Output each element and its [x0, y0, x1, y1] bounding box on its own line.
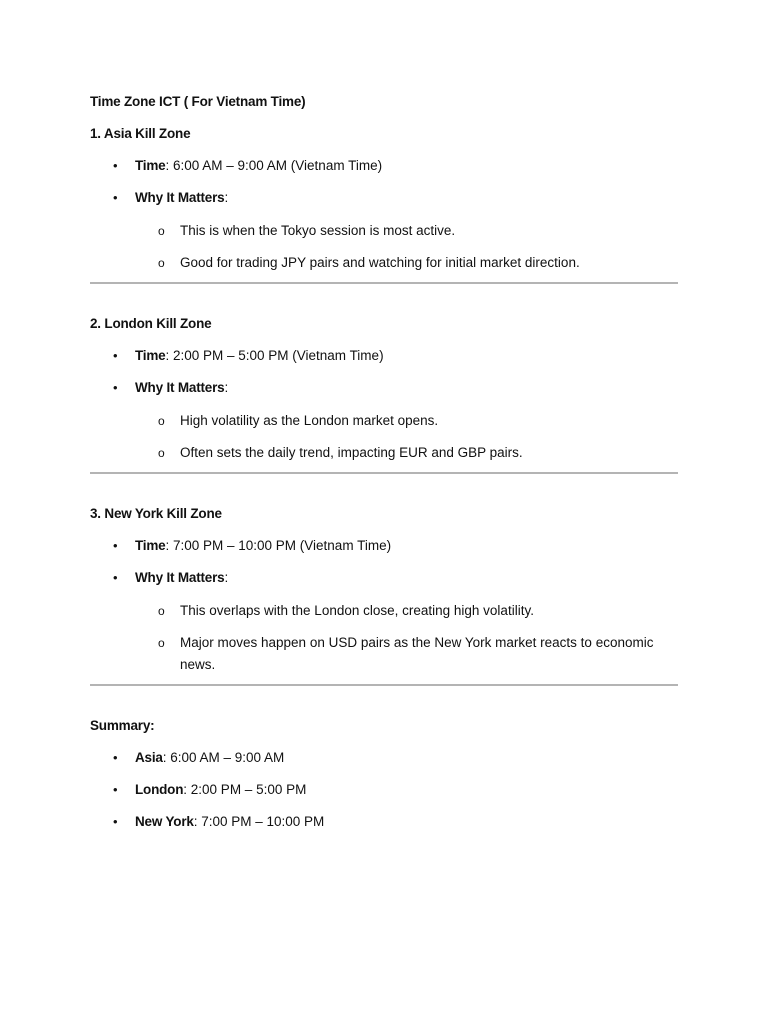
why-suffix: : — [224, 190, 229, 205]
list-item-reason — [90, 410, 678, 432]
time-label: Time — [135, 538, 166, 553]
why-suffix: : — [224, 570, 229, 585]
list-item-why — [90, 188, 678, 208]
summary-item-value: : 2:00 PM – 5:00 PM — [183, 782, 307, 797]
sub-bullet-icon: o — [158, 414, 165, 428]
summary-item-label: Asia — [135, 750, 163, 765]
sub-bullet-icon: o — [158, 636, 165, 650]
list-item-reason — [90, 220, 678, 242]
bullet-icon: • — [113, 570, 118, 585]
bullet-icon: • — [113, 814, 118, 829]
reason-text: This is when the Tokyo session is most active. — [180, 223, 456, 238]
time-label: Time — [135, 158, 166, 173]
sub-bullet-list — [90, 600, 678, 676]
bullet-icon: • — [113, 158, 118, 173]
horizontal-rule — [90, 282, 678, 284]
bullet-list — [90, 156, 678, 208]
reason-text: This overlaps with the London close, creating high volatility. — [180, 603, 534, 618]
sub-bullet-list — [90, 410, 678, 464]
summary-item-label: New York — [135, 814, 194, 829]
reason-text: Often sets the daily trend, impacting EUR and GBP pairs. — [180, 445, 523, 460]
list-item-reason — [90, 632, 678, 676]
list-item-time — [90, 536, 678, 556]
why-suffix: : — [224, 380, 229, 395]
section-heading: 2. London Kill Zone — [90, 316, 212, 331]
list-item-time — [90, 156, 678, 176]
bullet-icon: • — [113, 782, 118, 797]
sub-bullet-icon: o — [158, 446, 165, 460]
list-item-reason — [90, 442, 678, 464]
list-item-reason — [90, 600, 678, 622]
reason-text: Major moves happen on USD pairs as the New York market reacts to economic news. — [180, 635, 654, 672]
summary-item — [90, 780, 678, 800]
why-label: Why It Matters — [135, 190, 225, 205]
summary-item-value: : 6:00 AM – 9:00 AM — [162, 750, 285, 765]
summary-heading: Summary: — [90, 718, 155, 733]
bullet-icon: • — [113, 750, 118, 765]
section-asia — [90, 124, 678, 274]
time-label: Time — [135, 348, 166, 363]
section-heading: 3. New York Kill Zone — [90, 506, 222, 521]
list-item-why — [90, 378, 678, 398]
summary-item-label: London — [135, 782, 184, 797]
reason-text: High volatility as the London market opens. — [180, 413, 439, 428]
sub-bullet-list — [90, 220, 678, 274]
list-item-why — [90, 568, 678, 588]
section-new-york — [90, 504, 678, 676]
summary-item — [90, 748, 678, 768]
reason-text: Good for trading JPY pairs and watching for initial market direction. — [180, 255, 580, 270]
section-summary — [90, 716, 678, 832]
time-value: : 7:00 PM – 10:00 PM (Vietnam Time) — [165, 538, 392, 553]
list-item-time — [90, 346, 678, 366]
section-heading: 1. Asia Kill Zone — [90, 126, 191, 141]
document-page — [90, 92, 678, 844]
summary-list — [90, 748, 678, 832]
time-value: : 2:00 PM – 5:00 PM (Vietnam Time) — [165, 348, 384, 363]
bullet-list — [90, 536, 678, 588]
section-london — [90, 314, 678, 464]
bullet-icon: • — [113, 380, 118, 395]
list-item-reason — [90, 252, 678, 274]
bullet-list — [90, 346, 678, 398]
document-title: Time Zone ICT ( For Vietnam Time) — [90, 94, 306, 109]
bullet-icon: • — [113, 348, 118, 363]
sub-bullet-icon: o — [158, 256, 165, 270]
bullet-icon: • — [113, 538, 118, 553]
why-label: Why It Matters — [135, 570, 225, 585]
sub-bullet-icon: o — [158, 224, 165, 238]
summary-item-value: : 7:00 PM – 10:00 PM — [193, 814, 325, 829]
time-value: : 6:00 AM – 9:00 AM (Vietnam Time) — [165, 158, 383, 173]
sub-bullet-icon: o — [158, 604, 165, 618]
bullet-icon: • — [113, 190, 118, 205]
horizontal-rule — [90, 684, 678, 686]
summary-item — [90, 812, 678, 832]
why-label: Why It Matters — [135, 380, 225, 395]
horizontal-rule — [90, 472, 678, 474]
